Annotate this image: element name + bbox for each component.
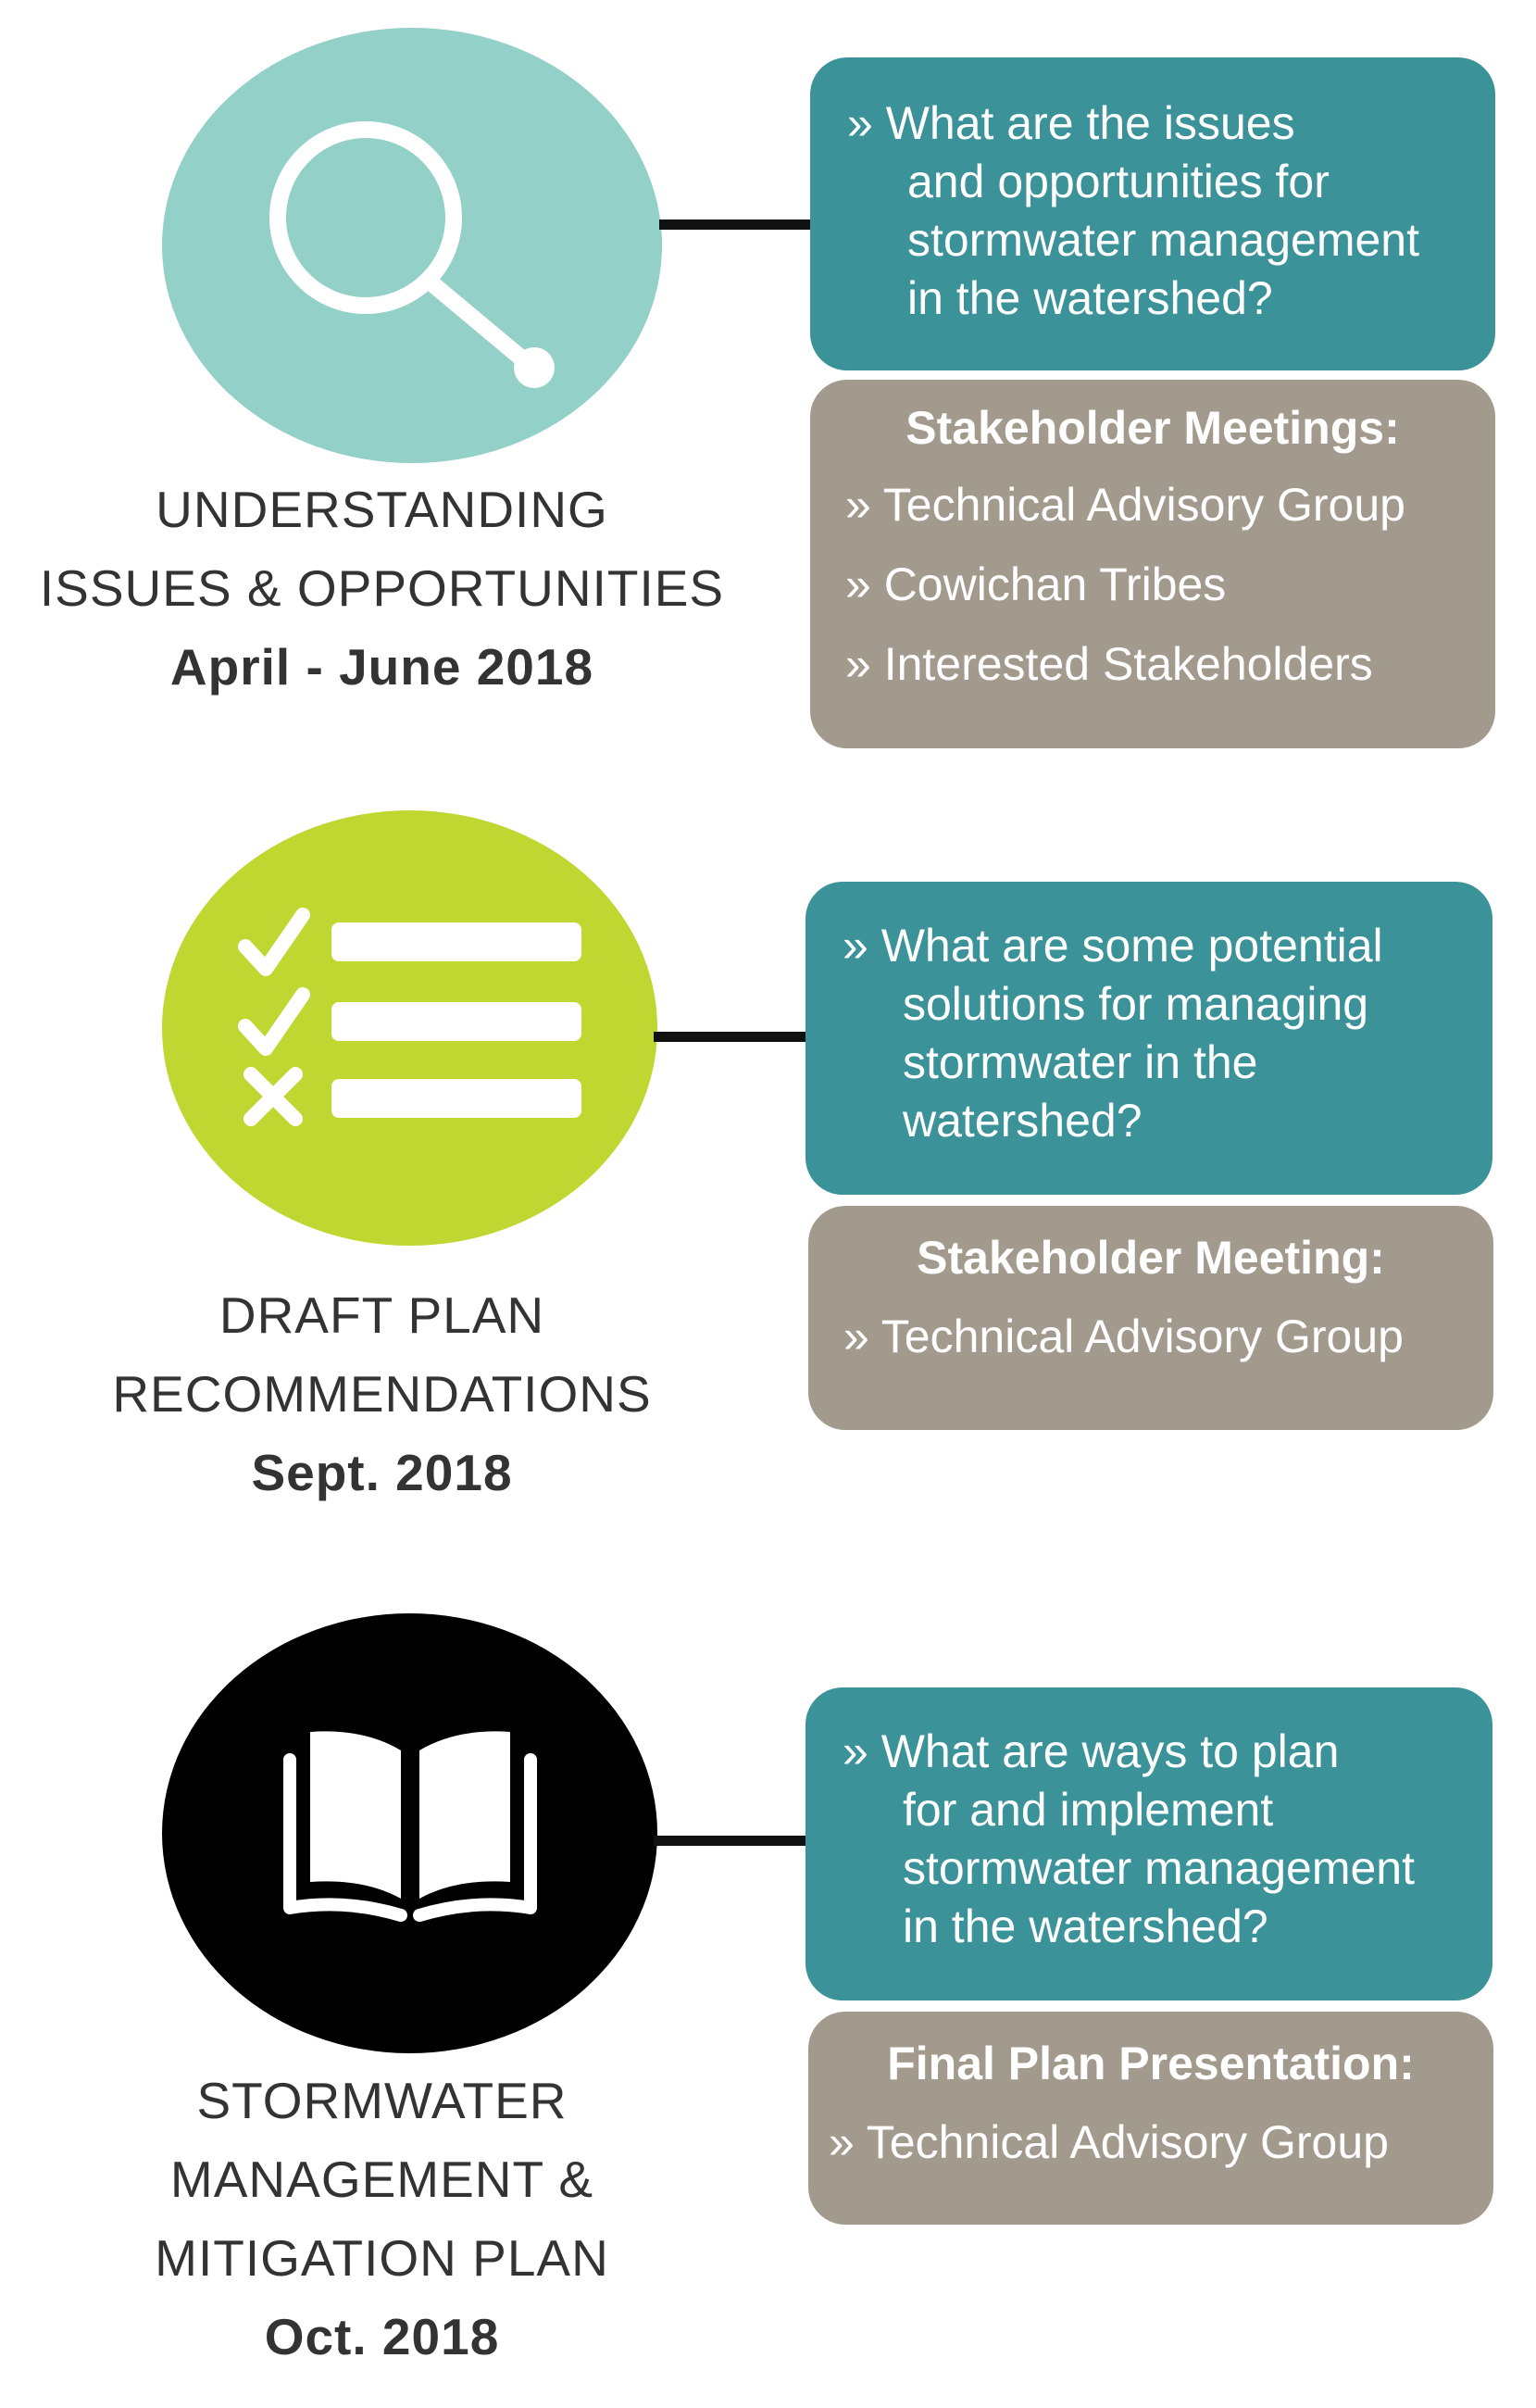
phase-1-stakeholder-item-3: » Interested Stakeholders bbox=[845, 624, 1495, 704]
phase-3-circle bbox=[162, 1613, 657, 2053]
phase-3-label-line-2: MANAGEMENT & bbox=[169, 2151, 594, 2208]
phase-3-label bbox=[37, 2062, 727, 2377]
phase-1-question-line-3: stormwater management bbox=[907, 214, 1420, 266]
magnifying-glass-icon bbox=[218, 79, 606, 412]
phase-2-stakeholder-title: Stakeholder Meeting: bbox=[917, 1232, 1385, 1284]
phase-2-circle bbox=[162, 810, 657, 1246]
phase-1-connector bbox=[659, 219, 813, 230]
phase-3-question-line-1: » What are ways to plan bbox=[843, 1723, 1492, 1781]
phase-3-label-line-1: STORMWATER bbox=[196, 2072, 568, 2129]
phase-3-connector bbox=[654, 1836, 809, 1846]
phase-3-question-line-4: in the watershed? bbox=[903, 1900, 1268, 1952]
phase-1-question-line-1: » What are the issues bbox=[847, 94, 1495, 153]
phase-1-stakeholder-title: Stakeholder Meetings: bbox=[905, 402, 1400, 454]
cross-icon bbox=[251, 1074, 295, 1119]
phase-2-question-line-4: watershed? bbox=[903, 1095, 1143, 1147]
open-book-icon bbox=[262, 1723, 558, 1945]
phase-1-label-line-2: ISSUES & OPPORTUNITIES bbox=[39, 559, 725, 617]
phase-2-label-line-2: RECOMMENDATIONS bbox=[112, 1365, 652, 1423]
phase-2-label bbox=[37, 1276, 727, 1512]
checklist-icon bbox=[225, 889, 595, 1167]
phase-1-date: April - June 2018 bbox=[169, 638, 594, 696]
phase-1-circle bbox=[162, 28, 662, 463]
phase-3-label-line-3: MITIGATION PLAN bbox=[155, 2229, 609, 2287]
phase-1-question-line-4: in the watershed? bbox=[907, 272, 1273, 324]
phase-1-question-box bbox=[810, 57, 1495, 370]
phase-3-question-box bbox=[805, 1687, 1492, 2000]
phase-1-stakeholder-box bbox=[810, 380, 1495, 748]
phase-3-question-line-3: stormwater management bbox=[903, 1842, 1416, 1894]
check-icon bbox=[245, 915, 303, 1048]
phase-3-stakeholder-box bbox=[808, 2012, 1493, 2225]
phase-2-stakeholder-item-1: » Technical Advisory Group bbox=[843, 1295, 1493, 1378]
phase-3-stakeholder-item-1: » Technical Advisory Group bbox=[829, 2101, 1493, 2184]
phase-1-stakeholder-item-1: » Technical Advisory Group bbox=[845, 465, 1495, 545]
phase-2-question-box bbox=[805, 882, 1492, 1195]
phase-2-question-line-2: solutions for managing bbox=[903, 978, 1369, 1030]
phase-3-date: Oct. 2018 bbox=[264, 2308, 500, 2365]
phase-2-question-line-3: stormwater in the bbox=[903, 1036, 1258, 1088]
phase-1-label-line-1: UNDERSTANDING bbox=[156, 481, 608, 538]
phase-1-question-line-2: and opportunities for bbox=[907, 156, 1330, 207]
phase-3-question-line-2: for and implement bbox=[903, 1784, 1274, 1836]
phase-2-date: Sept. 2018 bbox=[251, 1444, 513, 1501]
phase-2-label-line-1: DRAFT PLAN bbox=[219, 1286, 545, 1344]
phase-2-stakeholder-box bbox=[808, 1206, 1493, 1430]
phase-2-question-line-1: » What are some potential bbox=[843, 917, 1492, 975]
phase-1-label bbox=[37, 470, 727, 707]
phase-2-connector bbox=[654, 1032, 809, 1042]
phase-1-stakeholder-item-2: » Cowichan Tribes bbox=[845, 545, 1495, 624]
phase-3-stakeholder-title: Final Plan Presentation: bbox=[887, 2038, 1415, 2089]
